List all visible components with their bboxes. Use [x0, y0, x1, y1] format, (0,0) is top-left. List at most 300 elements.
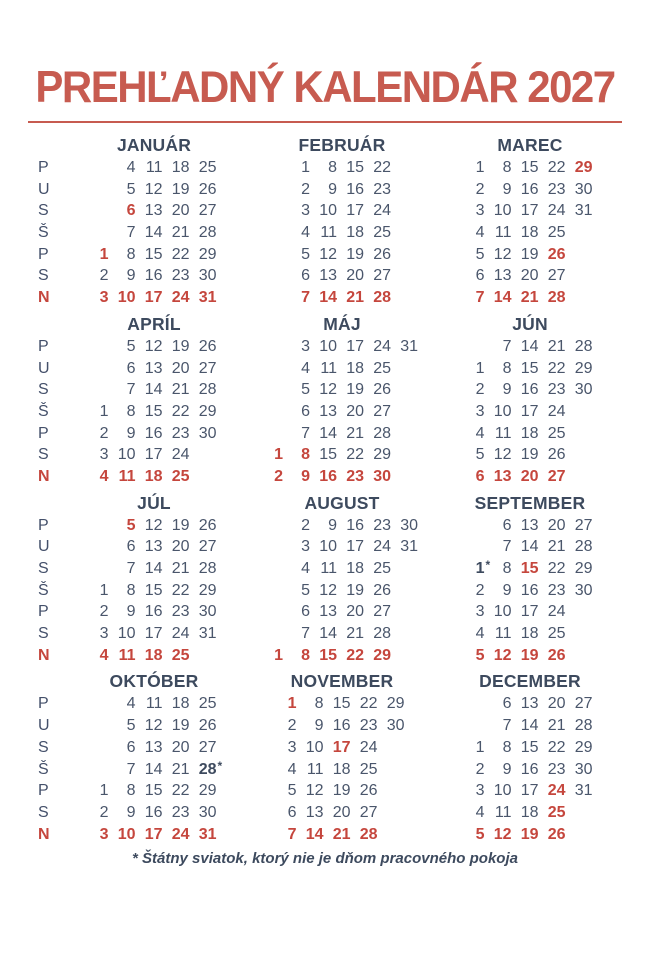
day-cell: 18 [144, 467, 163, 485]
day-cell: 23 [547, 581, 566, 599]
day-cell: 31 [198, 625, 217, 643]
day-cell: 8 [502, 359, 512, 377]
weekday-label: S [38, 446, 49, 464]
day-cell: 28 [574, 538, 593, 556]
empty-cell [396, 558, 423, 580]
day-cell: 19 [520, 245, 539, 263]
day-cell: 27 [198, 738, 217, 756]
month-title: MÁJ [323, 313, 361, 334]
month-days-grid [248, 336, 436, 488]
day-cell: 17 [144, 825, 163, 843]
day-cell: 1 [274, 646, 283, 664]
day-cell: 12 [319, 245, 337, 263]
day-cell: 1 * [463, 558, 490, 580]
day-cell: 26 [547, 446, 566, 464]
day-cell: 10 [319, 202, 337, 220]
day-cell: 15 [520, 159, 539, 176]
month-august [248, 493, 436, 667]
weekday-label: U [38, 538, 50, 556]
day-cell: 6 [126, 538, 136, 556]
day-cell: 7 [301, 424, 310, 442]
day-cell: 9 [126, 803, 136, 821]
day-cell: 13 [319, 603, 337, 621]
day-cell: 30 [198, 603, 217, 621]
day-cell: 9 [126, 267, 136, 285]
day-cell: 29 [198, 581, 217, 599]
day-cell: 24 [547, 402, 566, 420]
day-cell: 29 [574, 159, 593, 176]
day-cell: 8 [301, 646, 310, 664]
day-cell: 11 [320, 359, 337, 377]
day-cell: 16 [346, 516, 364, 534]
day-cell: 4 [475, 424, 485, 442]
day-cell: 13 [144, 538, 163, 556]
day-cell: 19 [171, 337, 190, 355]
weekday-label: S [38, 803, 49, 821]
day-cell: 5 [301, 245, 310, 263]
day-cell: 3 [99, 825, 109, 843]
calendar-grid [0, 135, 650, 845]
day-cell: 13 [520, 695, 539, 713]
day-cell: 29 [198, 245, 217, 263]
day-cell: 8 [314, 695, 324, 713]
empty-cell [87, 200, 114, 222]
day-cell: 5 [301, 581, 310, 599]
day-cell: 10 [117, 446, 136, 464]
day-cell: 17 [520, 402, 539, 420]
day-cell: 3 [99, 289, 109, 307]
day-cell: 10 [493, 782, 512, 800]
empty-cell [261, 336, 288, 358]
weekday-label: U [38, 359, 50, 377]
day-cell: 30 [198, 424, 217, 442]
day-cell: 25 [547, 424, 566, 442]
day-cell: 3 [475, 402, 485, 420]
day-cell: 15 [346, 159, 364, 176]
day-cell: 6 [502, 695, 512, 713]
day-cell: 18 [520, 224, 539, 242]
day-cell: 9 [328, 180, 337, 198]
day-cell: 9 [314, 717, 324, 735]
title-underline [28, 121, 622, 123]
day-cell: 4 [475, 625, 485, 643]
day-cell: 24 [171, 825, 190, 843]
day-cell: 30 [574, 381, 593, 399]
day-cell: 22 [547, 738, 566, 756]
day-cell: 28 [198, 381, 217, 399]
month-december [436, 671, 624, 845]
day-cell: 4 [301, 359, 310, 377]
day-cell: 28 [373, 625, 391, 643]
day-cell: 23 [373, 516, 391, 534]
day-cell: 22 [346, 646, 364, 664]
day-cell: 25 [547, 625, 566, 643]
empty-cell [396, 645, 423, 667]
empty-cell [87, 222, 114, 244]
day-cell: 14 [319, 625, 337, 643]
day-cell: 12 [493, 646, 512, 664]
weekday-labels [24, 314, 60, 488]
day-cell: 23 [346, 467, 364, 485]
empty-cell [571, 466, 598, 488]
day-cell: 12 [493, 825, 512, 843]
day-cell: 15 [520, 738, 539, 756]
day-cell: 1 [287, 695, 297, 713]
day-cell: 24 [373, 337, 391, 355]
day-cell: 10 [493, 603, 512, 621]
day-cell: 22 [171, 402, 190, 420]
day-cell: 14 [144, 381, 163, 399]
day-cell: 12 [144, 516, 163, 534]
month-title: JANUÁR [116, 135, 192, 155]
empty-cell [396, 580, 423, 602]
day-cell: 28 [574, 337, 593, 355]
day-cell: 2 [99, 267, 109, 285]
day-cell: 18 [520, 625, 539, 643]
month-title: APRÍL [127, 313, 181, 334]
empty-cell [463, 336, 490, 358]
month-band-1 [24, 135, 650, 309]
day-cell: 8 [502, 159, 512, 176]
day-cell: 6 [301, 603, 310, 621]
day-cell: 27 [373, 603, 391, 621]
day-cell: 29 [574, 359, 593, 377]
day-cell: 12 [319, 381, 337, 399]
empty-cell [396, 444, 423, 466]
day-cell: 7 [502, 538, 512, 556]
day-cell: 2 [99, 424, 109, 442]
day-cell: 14 [520, 538, 539, 556]
day-cell: 5 [126, 717, 136, 735]
day-cell: 24 [373, 202, 391, 220]
month-januar [60, 135, 248, 309]
day-cell: 21 [520, 289, 539, 307]
day-cell: 10 [117, 289, 136, 307]
day-cell: 2 [475, 381, 485, 399]
day-cell: 26 [373, 381, 391, 399]
weekday-label: S [38, 738, 49, 756]
day-cell: 5 [475, 245, 485, 263]
day-cell: 15 [319, 446, 337, 464]
day-cell: 10 [493, 402, 512, 420]
month-days-grid [436, 515, 624, 667]
day-cell: 10 [319, 337, 337, 355]
day-cell: 4 [301, 224, 310, 242]
day-cell: 11 [118, 467, 136, 485]
weekday-label: Š [38, 760, 49, 778]
day-cell: 17 [144, 446, 163, 464]
weekday-label: Š [38, 224, 49, 242]
day-cell: 17 [144, 625, 163, 643]
day-cell: 26 [198, 717, 217, 735]
month-days-grid [248, 157, 436, 309]
day-cell: 16 [319, 467, 337, 485]
day-cell: 11 [145, 695, 163, 713]
day-cell: 26 [359, 782, 378, 800]
day-cell: 30 [198, 803, 217, 821]
day-cell: 30 [386, 717, 405, 735]
month-days-grid [60, 515, 248, 667]
weekday-label: U [38, 717, 50, 735]
empty-cell [463, 693, 490, 715]
day-cell: 28 [373, 424, 391, 442]
day-cell: 12 [144, 180, 163, 198]
day-cell: 10 [117, 625, 136, 643]
day-cell: 4 [99, 467, 109, 485]
day-cell: 22 [547, 560, 566, 577]
weekday-label: N [38, 646, 50, 664]
day-cell: 10 [493, 202, 512, 220]
day-cell: 20 [171, 738, 190, 756]
day-cell: 6 [475, 267, 485, 285]
day-cell: 6 [301, 402, 310, 420]
empty-cell [396, 379, 423, 401]
month-days-grid [248, 693, 436, 845]
day-cell: 1 [475, 738, 485, 756]
month-days-grid [60, 157, 248, 309]
empty-cell [571, 444, 598, 466]
day-cell: 11 [494, 625, 512, 643]
day-cell: 23 [171, 424, 190, 442]
weekday-labels [24, 671, 60, 845]
day-cell: 19 [171, 516, 190, 534]
day-cell: 3 [301, 337, 310, 355]
day-cell: 14 [144, 560, 163, 577]
day-cell: 26 [547, 245, 566, 263]
day-cell: 17 [144, 289, 163, 307]
day-cell: 19 [520, 825, 539, 843]
day-cell: 8 [126, 245, 136, 263]
weekday-label: S [38, 267, 49, 285]
day-cell: 7 [126, 760, 136, 778]
day-cell: 20 [346, 603, 364, 621]
empty-cell [195, 645, 222, 667]
day-cell: 30 [574, 180, 593, 198]
day-cell: 13 [319, 267, 337, 285]
month-title: SEPTEMBER [474, 492, 586, 513]
month-days-grid [60, 336, 248, 488]
day-cell: 7 [126, 224, 136, 242]
day-cell: 4 [475, 224, 485, 242]
day-cell: 31 [574, 782, 593, 800]
footnote-marker: * [485, 558, 491, 572]
day-cell: 22 [171, 581, 190, 599]
day-cell: 30 [198, 267, 217, 285]
day-cell: 4 [126, 159, 136, 176]
day-cell: 4 [301, 560, 310, 577]
day-cell: 24 [547, 782, 566, 800]
day-cell: 14 [520, 717, 539, 735]
day-cell: 29 [373, 646, 391, 664]
empty-cell [261, 515, 288, 537]
empty-cell [396, 601, 423, 623]
month-title: NOVEMBER [290, 671, 394, 692]
day-cell: 24 [171, 289, 190, 307]
day-cell: 13 [144, 202, 163, 220]
day-cell: 24 [171, 446, 190, 464]
day-cell: 14 [493, 289, 512, 307]
day-cell: 16 [144, 803, 163, 821]
day-cell: 1 [99, 581, 109, 599]
weekday-label: P [38, 337, 49, 355]
day-cell: 28 [547, 289, 566, 307]
day-cell: 5 [126, 180, 136, 198]
day-cell: 12 [493, 446, 512, 464]
day-cell: 7 [287, 825, 297, 843]
month-oktober [60, 671, 248, 845]
day-cell: 16 [144, 603, 163, 621]
day-cell: 17 [332, 738, 351, 756]
day-cell: 20 [346, 402, 364, 420]
day-cell: 12 [144, 717, 163, 735]
empty-cell [87, 379, 114, 401]
weekday-label: S [38, 560, 49, 577]
footnote: * Štátny sviatok, ktorý nie je dňom pracovného pokoja [132, 850, 518, 868]
empty-cell [396, 423, 423, 445]
day-cell: 21 [547, 337, 566, 355]
empty-cell [261, 580, 288, 602]
day-cell: 7 [301, 625, 310, 643]
day-cell: 7 [126, 381, 136, 399]
empty-cell [87, 693, 114, 715]
day-cell: 19 [346, 381, 364, 399]
day-cell: 20 [520, 467, 539, 485]
day-cell: 8 [502, 738, 512, 756]
day-cell: 29 [386, 695, 405, 713]
day-cell: 19 [332, 782, 351, 800]
day-cell: 25 [547, 224, 566, 242]
weekday-label: N [38, 289, 50, 307]
month-days-grid [436, 157, 624, 309]
day-cell: 12 [319, 581, 337, 599]
empty-cell [571, 423, 598, 445]
day-cell: 8 [126, 782, 136, 800]
day-cell: 28 * [195, 759, 222, 781]
day-cell: 12 [493, 245, 512, 263]
empty-cell [195, 466, 222, 488]
day-cell: 22 [373, 159, 391, 176]
day-cell: 2 [475, 180, 485, 198]
day-cell: 11 [118, 646, 136, 664]
empty-cell [383, 824, 410, 846]
day-cell: 2 [287, 717, 297, 735]
month-days-grid [436, 336, 624, 488]
day-cell: 16 [332, 717, 351, 735]
day-cell: 26 [198, 180, 217, 198]
weekday-label: P [38, 516, 49, 534]
month-april [60, 314, 248, 488]
day-cell: 19 [346, 581, 364, 599]
empty-cell [571, 824, 598, 846]
day-cell: 30 [574, 581, 593, 599]
day-cell: 27 [574, 695, 593, 713]
day-cell: 19 [171, 180, 190, 198]
day-cell: 14 [319, 289, 337, 307]
empty-cell [87, 179, 114, 201]
day-cell: 5 [287, 782, 297, 800]
day-cell: 2 [475, 760, 485, 778]
day-cell: 15 [144, 581, 163, 599]
day-cell: 18 [520, 803, 539, 821]
day-cell: 25 [547, 803, 566, 821]
empty-cell [87, 759, 114, 781]
day-cell: 3 [287, 738, 297, 756]
empty-cell [571, 623, 598, 645]
day-cell: 17 [520, 603, 539, 621]
day-cell: 20 [171, 538, 190, 556]
month-jul [60, 493, 248, 667]
day-cell: 13 [493, 467, 512, 485]
day-cell: 6 [287, 803, 297, 821]
day-cell: 18 [144, 646, 163, 664]
day-cell: 22 [547, 159, 566, 176]
day-cell: 22 [359, 695, 378, 713]
day-cell: 25 [171, 646, 190, 664]
day-cell: 19 [520, 446, 539, 464]
day-cell: 29 [574, 738, 593, 756]
day-cell: 21 [547, 717, 566, 735]
day-cell: 2 [99, 603, 109, 621]
day-cell: 4 [99, 646, 109, 664]
day-cell: 5 [475, 446, 485, 464]
day-cell: 1 [99, 782, 109, 800]
empty-cell [261, 536, 288, 558]
day-cell: 29 [574, 560, 593, 577]
day-cell: 2 [301, 516, 310, 534]
day-cell: 23 [547, 381, 566, 399]
day-cell: 11 [494, 803, 512, 821]
empty-cell [261, 423, 288, 445]
empty-cell [571, 401, 598, 423]
empty-cell [87, 737, 114, 759]
day-cell: 14 [144, 760, 163, 778]
day-cell: 2 [475, 581, 485, 599]
day-cell: 13 [493, 267, 512, 285]
day-cell: 30 [400, 516, 418, 534]
month-november [248, 671, 436, 845]
day-cell: 24 [171, 625, 190, 643]
page-title: PREHĽADNÝ KALENDÁR 2027 [35, 61, 615, 112]
day-cell: 25 [373, 560, 391, 577]
empty-cell [261, 401, 288, 423]
day-cell: 21 [547, 538, 566, 556]
empty-cell [383, 802, 410, 824]
day-cell: 21 [171, 381, 190, 399]
day-cell: 9 [301, 467, 310, 485]
day-cell: 9 [502, 760, 512, 778]
day-cell: 13 [144, 359, 163, 377]
day-cell: 26 [373, 581, 391, 599]
day-cell: 23 [547, 180, 566, 198]
weekday-label: S [38, 625, 49, 643]
day-cell: 11 [145, 159, 163, 176]
day-cell: 21 [346, 625, 364, 643]
month-band-3 [24, 493, 650, 667]
day-cell: 25 [373, 359, 391, 377]
weekday-label: P [38, 424, 49, 442]
day-cell: 7 [502, 337, 512, 355]
month-title: JÚL [137, 492, 171, 513]
day-cell: 31 [198, 289, 217, 307]
day-cell: 23 [171, 267, 190, 285]
day-cell: 31 [400, 538, 418, 556]
day-cell: 23 [373, 180, 391, 198]
day-cell: 8 [502, 560, 512, 577]
day-cell: 12 [144, 337, 163, 355]
day-cell: 4 [475, 803, 485, 821]
day-cell: 26 [198, 516, 217, 534]
day-cell: 7 [502, 717, 512, 735]
